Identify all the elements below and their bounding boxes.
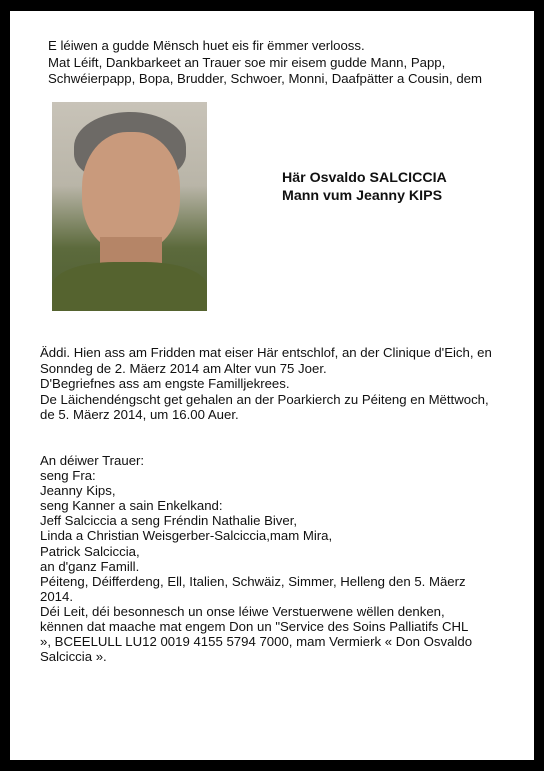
mourners-line: Jeff Salciccia a seng Fréndin Nathalie Biver,	[40, 513, 298, 529]
mourners-line: Salciccia ».	[40, 649, 107, 665]
mourners-line: seng Fra:	[40, 468, 96, 484]
mourners-line: seng Kanner a sain Enkelkand:	[40, 498, 223, 514]
intro-line: E léiwen a gudde Mënsch huet eis fir ëmmer verlooss.	[48, 38, 365, 53]
mourners-line: Déi Leit, déi besonnesch un onse léiwe Verstuerwene wëllen denken,	[40, 603, 445, 619]
intro-line: Schwéierpapp, Bopa, Brudder, Schwoer, Monni, Daafpätter a Cousin, dem	[48, 71, 482, 86]
deceased-name-block	[282, 169, 447, 205]
mourners-line: an d'ganz Famill.	[40, 558, 140, 574]
portrait-shirt	[52, 262, 207, 311]
mourners-line: », BCEELULL LU12 0019 4155 5794 7000, mam Vermierk « Don Osvaldo	[40, 634, 473, 650]
announcement-line: De Läichendéngscht get gehalen an der Poarkierch zu Péiteng en Mëttwoch,	[40, 391, 489, 407]
intro-paragraph	[48, 38, 508, 88]
mourners-line: 2014.	[40, 588, 74, 604]
mourners-line: Péiteng, Déifferdeng, Ell, Italien, Schwäiz, Simmer, Helleng den 5. Mäerz	[40, 573, 466, 589]
mourners-line: Linda a Christian Weisgerber-Salciccia,mam Mira,	[40, 528, 333, 544]
announcement-paragraph	[40, 345, 530, 423]
mourners-line: kënnen dat maache mat engem Don un "Service des Soins Palliatifs CHL	[40, 619, 469, 635]
announcement-line: de 5. Mäerz 2014, um 16.00 Auer.	[40, 407, 239, 422]
announcement-line: Äddi. Hien ass am Fridden mat eiser Här entschlof, an der Clinique d'Eich, en	[40, 345, 492, 360]
deceased-name: Här Osvaldo SALCICCIA	[282, 170, 447, 186]
announcement-line: Sonndeg de 2. Mäerz 2014 am Alter vun 75 Joer.	[40, 360, 327, 376]
portrait-face	[82, 132, 180, 252]
spouse-line: Mann vum Jeanny KIPS	[282, 188, 443, 204]
intro-line: Mat Léift, Dankbarkeet an Trauer soe mir eisem gudde Mann, Papp,	[48, 54, 446, 70]
obituary-page	[10, 11, 534, 760]
mourners-line: An déiwer Trauer:	[40, 453, 145, 468]
portrait-photo	[52, 102, 207, 311]
mourners-line: Patrick Salciccia,	[40, 543, 140, 559]
announcement-line: D'Begriefnes ass am engste Familljekrees.	[40, 376, 290, 391]
mourners-line: Jeanny Kips,	[40, 483, 116, 499]
mourners-list	[40, 453, 530, 664]
